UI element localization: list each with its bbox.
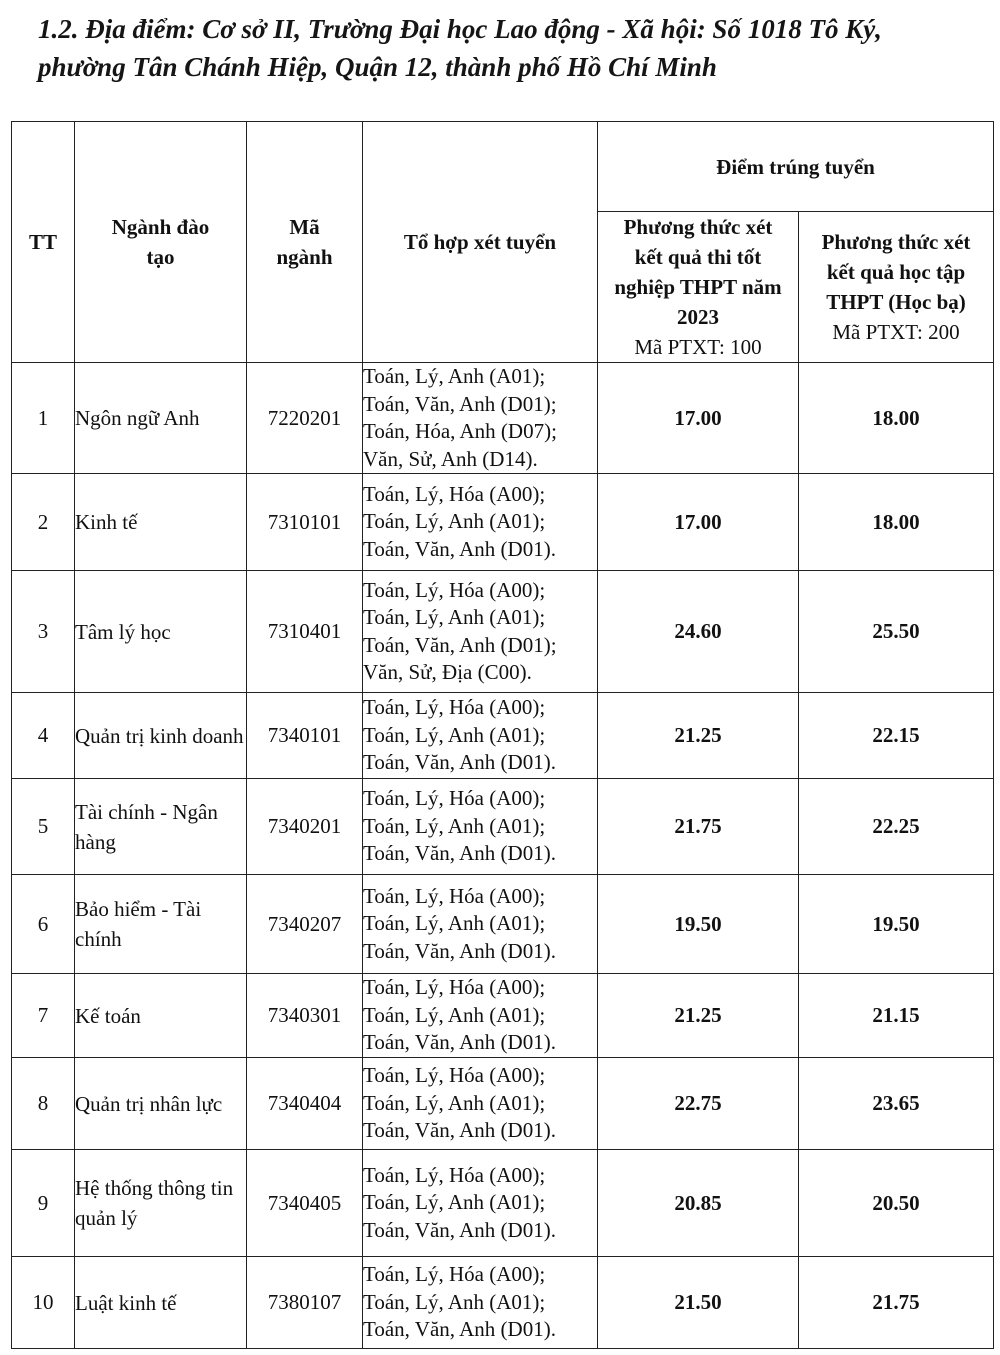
combo-line: Toán, Lý, Hóa (A00);: [363, 883, 546, 908]
combo-line: Toán, Lý, Anh (A01);: [363, 722, 546, 747]
cell-score-method-2: 25.50: [799, 571, 994, 693]
cell-combo: [363, 1150, 598, 1257]
cell-major-code: 7310401: [247, 571, 363, 693]
table-row: [12, 571, 994, 693]
cell-tt: 8: [12, 1058, 75, 1150]
cell-combo: [363, 474, 598, 571]
cell-score-method-1: 22.75: [598, 1058, 799, 1150]
combo-line: Toán, Văn, Anh (D01).: [363, 1118, 556, 1143]
cell-major-code: 7340207: [247, 875, 363, 974]
cell-major-code: 7220201: [247, 363, 363, 474]
cell-score-method-1: 20.85: [598, 1150, 799, 1257]
cell-major-name: Quản trị nhân lực: [75, 1058, 247, 1150]
cell-score-method-1: 21.25: [598, 974, 799, 1058]
cell-score-method-1: 21.25: [598, 693, 799, 779]
combo-line: Toán, Lý, Hóa (A00);: [363, 786, 546, 811]
heading-line-2: phường Tân Chánh Hiệp, Quận 12, thành phố Hồ Chí Minh: [38, 52, 717, 82]
cell-major-code: 7340404: [247, 1058, 363, 1150]
header-code: Mã ngành: [247, 122, 363, 363]
combo-line: Toán, Lý, Anh (A01);: [363, 1090, 546, 1115]
cell-major-name: Bảo hiểm - Tài chính: [75, 875, 247, 974]
cell-tt: 10: [12, 1257, 75, 1349]
combo-line: Toán, Văn, Anh (D01).: [363, 1030, 556, 1055]
cell-score-method-1: 19.50: [598, 875, 799, 974]
header-tt: TT: [12, 122, 75, 363]
cell-score-method-1: 21.50: [598, 1257, 799, 1349]
cell-major-name: Kinh tế: [75, 474, 247, 571]
cell-tt: 6: [12, 875, 75, 974]
cell-combo: [363, 1257, 598, 1349]
combo-line: Toán, Lý, Hóa (A00);: [363, 975, 546, 1000]
table-row: [12, 1150, 994, 1257]
combo-line: Toán, Văn, Anh (D01);: [363, 391, 557, 416]
combo-line: Toán, Văn, Anh (D01).: [363, 841, 556, 866]
table-row: [12, 779, 994, 875]
combo-line: Toán, Lý, Anh (A01);: [363, 911, 546, 936]
cell-major-name: Hệ thống thông tin quản lý: [75, 1150, 247, 1257]
table-row: [12, 1058, 994, 1150]
cell-combo: [363, 1058, 598, 1150]
cell-score-method-2: 22.15: [799, 693, 994, 779]
combo-line: Toán, Lý, Anh (A01);: [363, 1002, 546, 1027]
cell-score-method-1: 21.75: [598, 779, 799, 875]
header-method-1-code: Mã PTXT: 100: [634, 335, 762, 359]
section-heading: [38, 10, 988, 86]
admission-scores-table: [11, 121, 994, 1349]
combo-line: Toán, Hóa, Anh (D07);: [363, 419, 557, 443]
cell-score-method-2: 20.50: [799, 1150, 994, 1257]
combo-line: Toán, Văn, Anh (D01).: [363, 536, 556, 561]
cell-major-code: 7340101: [247, 693, 363, 779]
table-row: [12, 1257, 994, 1349]
cell-combo: [363, 974, 598, 1058]
cell-tt: 9: [12, 1150, 75, 1257]
header-method-1-label: Phương thức xét kết quả thi tốt nghiệp THPT năm 2023: [614, 215, 782, 329]
cell-tt: 3: [12, 571, 75, 693]
cell-major-code: 7340405: [247, 1150, 363, 1257]
combo-line: Toán, Văn, Anh (D01).: [363, 1217, 556, 1242]
cell-score-method-1: 24.60: [598, 571, 799, 693]
cell-major-name: Quản trị kinh doanh: [75, 693, 247, 779]
cell-score-method-2: 19.50: [799, 875, 994, 974]
combo-line: Toán, Lý, Anh (A01);: [363, 1289, 546, 1314]
cell-score-method-2: 21.15: [799, 974, 994, 1058]
cell-score-method-2: 18.00: [799, 363, 994, 474]
header-score-group: Điểm trúng tuyển: [598, 122, 994, 212]
combo-line: Văn, Sử, Địa (C00).: [363, 660, 532, 684]
combo-line: Toán, Lý, Hóa (A00);: [363, 1063, 546, 1088]
cell-major-code: 7340201: [247, 779, 363, 875]
cell-combo: [363, 779, 598, 875]
combo-line: Toán, Lý, Anh (A01);: [363, 1190, 546, 1215]
combo-line: Toán, Lý, Anh (A01);: [363, 509, 546, 534]
combo-line: Toán, Văn, Anh (D01).: [363, 1317, 556, 1342]
header-method-2-code: Mã PTXT: 200: [832, 320, 960, 344]
combo-line: Toán, Văn, Anh (D01).: [363, 938, 556, 963]
cell-combo: [363, 693, 598, 779]
cell-major-code: 7340301: [247, 974, 363, 1058]
cell-score-method-2: 22.25: [799, 779, 994, 875]
cell-tt: 5: [12, 779, 75, 875]
header-combo: Tổ hợp xét tuyển: [363, 122, 598, 363]
header-major: Ngành đào tạo: [75, 122, 247, 363]
cell-major-code: 7310101: [247, 474, 363, 571]
combo-line: Toán, Lý, Hóa (A00);: [363, 1262, 546, 1287]
cell-major-code: 7380107: [247, 1257, 363, 1349]
combo-line: Toán, Văn, Anh (D01);: [363, 632, 557, 657]
table-row: [12, 363, 994, 474]
cell-score-method-1: 17.00: [598, 474, 799, 571]
combo-line: Toán, Lý, Anh (A01);: [363, 813, 546, 838]
cell-major-name: Tâm lý học: [75, 571, 247, 693]
combo-line: Toán, Lý, Anh (A01);: [363, 605, 546, 629]
cell-combo: [363, 363, 598, 474]
cell-major-name: Luật kinh tế: [75, 1257, 247, 1349]
header-method-1: [598, 212, 799, 363]
cell-combo: [363, 571, 598, 693]
header-method-2-label: Phương thức xét kết quả học tập THPT (Học bạ): [821, 230, 971, 314]
header-row-1: [12, 122, 994, 212]
combo-line: Toán, Văn, Anh (D01).: [363, 750, 556, 775]
combo-line: Văn, Sử, Anh (D14).: [363, 446, 538, 471]
heading-line-1: 1.2. Địa điểm: Cơ sở II, Trường Đại học Lao động - Xã hội: Số 1018 Tô Ký,: [38, 14, 882, 44]
cell-tt: 7: [12, 974, 75, 1058]
table-row: [12, 875, 994, 974]
combo-line: Toán, Lý, Hóa (A00);: [363, 481, 546, 506]
table-row: [12, 474, 994, 571]
cell-score-method-2: 18.00: [799, 474, 994, 571]
cell-score-method-1: 17.00: [598, 363, 799, 474]
table-row: [12, 693, 994, 779]
cell-score-method-2: 21.75: [799, 1257, 994, 1349]
cell-major-name: Ngôn ngữ Anh: [75, 363, 247, 474]
combo-line: Toán, Lý, Hóa (A00);: [363, 695, 546, 720]
cell-tt: 2: [12, 474, 75, 571]
table-row: [12, 974, 994, 1058]
cell-major-name: Kế toán: [75, 974, 247, 1058]
cell-tt: 4: [12, 693, 75, 779]
combo-line: Toán, Lý, Hóa (A00);: [363, 577, 546, 602]
cell-major-name: Tài chính - Ngân hàng: [75, 779, 247, 875]
cell-tt: 1: [12, 363, 75, 474]
combo-line: Toán, Lý, Hóa (A00);: [363, 1162, 546, 1187]
cell-combo: [363, 875, 598, 974]
cell-score-method-2: 23.65: [799, 1058, 994, 1150]
header-method-2: [799, 212, 994, 363]
combo-line: Toán, Lý, Anh (A01);: [363, 364, 546, 388]
